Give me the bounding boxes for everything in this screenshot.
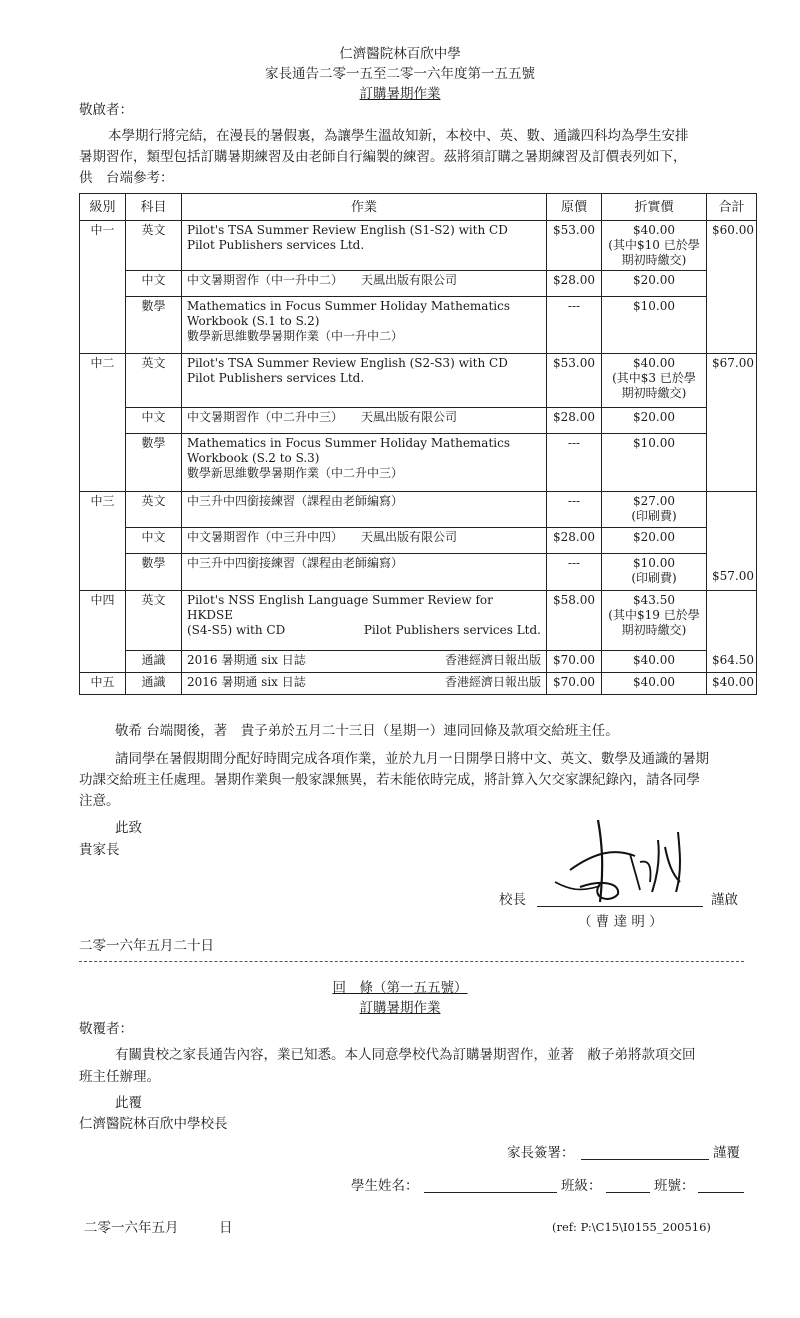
- book-cell: [182, 297, 547, 354]
- book-title: 中文暑期習作（中三升中四）: [187, 530, 338, 544]
- discount-price: $20.00: [602, 271, 707, 297]
- table-row: [80, 354, 757, 408]
- book-cell: 中三升中四銜接練習（課程由老師編寫）: [182, 492, 547, 528]
- discount-price: $40.00: [602, 673, 707, 695]
- price-note: (印刷費): [631, 571, 677, 585]
- table-row: [80, 528, 757, 554]
- student-name-field[interactable]: [424, 1192, 557, 1193]
- original-price: $70.00: [547, 673, 602, 695]
- header-cell: 作業: [182, 194, 547, 221]
- original-price: $53.00: [547, 221, 602, 271]
- total-cell: $57.00: [707, 492, 757, 591]
- class-number-field[interactable]: [698, 1192, 744, 1193]
- subject-cell: 中文: [126, 408, 182, 434]
- principal-label: 校長: [499, 892, 526, 908]
- discount-price: [602, 221, 707, 271]
- table-row: [80, 408, 757, 434]
- subject-cell: 中文: [126, 271, 182, 297]
- instruction-line-1: 請同學在暑假期間分配好時間完成各項作業，並於九月一日開學日將中文、英文、數學及通識的暑期: [115, 751, 709, 767]
- book-title: Mathematics in Focus Summer Holiday Mathematics: [187, 299, 510, 313]
- subject-cell: 數學: [126, 297, 182, 354]
- level-cell: 中一: [80, 221, 126, 354]
- table-row: [80, 673, 757, 695]
- cut-line: [79, 961, 744, 962]
- reply-line-2: 班主任辦理。: [79, 1069, 160, 1085]
- student-name-label: 學生姓名：: [351, 1178, 419, 1194]
- book-cell: [182, 271, 547, 297]
- table-row: [80, 271, 757, 297]
- book-title: 2016 暑期通 six 日誌: [187, 675, 306, 689]
- subject-cell: 通識: [126, 651, 182, 673]
- header-cell: 級別: [80, 194, 126, 221]
- original-price: ---: [547, 297, 602, 354]
- book-title: 中文暑期習作（中二升中三）: [187, 410, 338, 424]
- salutation: 敬啟者：: [79, 102, 133, 118]
- subject-cell: 數學: [126, 554, 182, 591]
- publisher: Pilot Publishers services Ltd.: [187, 238, 365, 252]
- original-price: ---: [547, 554, 602, 591]
- order-table: [79, 193, 757, 695]
- reply-line-1: 有關貴校之家長通告內容，業已知悉。本人同意學校代為訂購暑期習作，並著 敝子弟將款項交回: [115, 1047, 696, 1063]
- original-price: $28.00: [547, 528, 602, 554]
- original-price: $28.00: [547, 271, 602, 297]
- discount-price: $40.00: [602, 651, 707, 673]
- original-price: $53.00: [547, 354, 602, 408]
- class-number-label: 班號：: [654, 1178, 695, 1194]
- price: $10.00: [633, 556, 675, 570]
- price-note: 期初時繳交): [621, 386, 687, 400]
- table-row: [80, 651, 757, 673]
- table-row: [80, 591, 757, 651]
- parent-signature-label: 家長簽署：: [507, 1145, 575, 1161]
- price: $40.00: [633, 223, 675, 237]
- school-name: 仁濟醫院林百欣中學: [339, 46, 461, 62]
- subject-cell: 數學: [126, 434, 182, 492]
- header-cell: 原價: [547, 194, 602, 221]
- instruction-line-3: 注意。: [79, 793, 120, 809]
- price: $27.00: [633, 494, 675, 508]
- original-price: ---: [547, 492, 602, 528]
- book-title: Pilot's TSA Summer Review English (S1-S2) with CD: [187, 223, 508, 237]
- book-cell: [182, 434, 547, 492]
- notice-number: 家長通告二零一五至二零一六年度第一五五號: [265, 66, 535, 82]
- original-price: ---: [547, 434, 602, 492]
- book-title: 2016 暑期通 six 日誌: [187, 653, 306, 667]
- subject-cell: 英文: [126, 221, 182, 271]
- price-note: (其中$10 已於學: [608, 238, 700, 252]
- subject-cell: 中文: [126, 528, 182, 554]
- header-cell: 科目: [126, 194, 182, 221]
- book-cell: [182, 591, 547, 651]
- book-title: (S4-S5) with CD: [187, 623, 286, 637]
- subject-cell: 通識: [126, 673, 182, 695]
- table-row: [80, 221, 757, 271]
- publisher: 天風出版有限公司: [361, 530, 458, 544]
- total-cell: $40.00: [707, 673, 757, 695]
- level-cell: 中四: [80, 591, 126, 673]
- reply-salutation: 敬覆者：: [79, 1021, 133, 1037]
- intro-line-2: 暑期習作，類型包括訂購暑期練習及由老師自行編製的練習。茲將須訂購之暑期練習及訂價表列如下，: [79, 149, 687, 165]
- total-cell: $60.00: [707, 221, 757, 354]
- principal-signature: [540, 812, 710, 912]
- price: $43.50: [633, 593, 675, 607]
- class-field[interactable]: [606, 1192, 650, 1193]
- discount-price: [602, 554, 707, 591]
- instruction-line-2: 功課交給班主任處理。暑期作業與一般家課無異，若未能依時完成，將計算入欠交家課紀錄內，請各同學: [79, 772, 700, 788]
- book-title: 數學新思維數學暑期作業（中二升中三）: [187, 466, 404, 480]
- book-title: Mathematics in Focus Summer Holiday Mathematics: [187, 436, 510, 450]
- price-note: (其中$19 已於學: [608, 608, 700, 622]
- reply-respect: 謹覆: [713, 1145, 740, 1161]
- subject-cell: 英文: [126, 492, 182, 528]
- discount-price: $10.00: [602, 434, 707, 492]
- subject-cell: 英文: [126, 591, 182, 651]
- book-cell: [182, 528, 547, 554]
- publisher: 天風出版有限公司: [361, 410, 458, 424]
- price-note: 期初時繳交): [621, 253, 687, 267]
- discount-price: $10.00: [602, 297, 707, 354]
- principal-name: （ 曹 達 明 ）: [578, 914, 663, 930]
- book-title: Workbook (S.1 to S.2): [187, 314, 320, 328]
- notice-subject: 訂購暑期作業: [359, 86, 441, 102]
- header-cell: 折實價: [602, 194, 707, 221]
- intro-line-3: 供 台端參考：: [79, 170, 174, 186]
- publisher: 香港經濟日報出版: [444, 675, 541, 689]
- original-price: $70.00: [547, 651, 602, 673]
- book-title: Pilot's NSS English Language Summer Review for HKDSE: [187, 593, 493, 622]
- original-price: $58.00: [547, 591, 602, 651]
- table-row: [80, 434, 757, 492]
- deadline-line: 敬希 台端閱後，著 貴子弟於五月二十三日（星期一）連同回條及款項交給班主任。: [115, 723, 619, 739]
- book-title: 數學新思維數學暑期作業（中一升中二）: [187, 329, 404, 343]
- book-cell: [182, 408, 547, 434]
- intro-line-1: 本學期行將完結，在漫長的暑假裏，為讓學生溫故知新，本校中、英、數、通識四科均為學生安排: [108, 128, 689, 144]
- level-cell: 中二: [80, 354, 126, 492]
- reply-title: 回 條（第一五五號）: [332, 980, 468, 996]
- publisher: Pilot Publishers services Ltd.: [363, 623, 541, 637]
- table-row: [80, 297, 757, 354]
- price: $40.00: [633, 356, 675, 370]
- signature-line: [537, 906, 703, 907]
- price-note: (其中$3 已於學: [612, 371, 696, 385]
- publisher: Pilot Publishers services Ltd.: [187, 371, 365, 385]
- reply-subtitle: 訂購暑期作業: [359, 1000, 441, 1016]
- table-row: [80, 554, 757, 591]
- book-cell: [182, 673, 547, 695]
- closing-ci-zhi: 此致: [115, 820, 142, 836]
- total-cell: $67.00: [707, 354, 757, 492]
- reply-ci-fu: 此覆: [115, 1095, 142, 1111]
- book-cell: [182, 354, 547, 408]
- class-label: 班級：: [561, 1178, 602, 1194]
- original-price: $28.00: [547, 408, 602, 434]
- book-cell: [182, 221, 547, 271]
- price-note: (印刷費): [631, 509, 677, 523]
- level-cell: 中三: [80, 492, 126, 591]
- subject-cell: 英文: [126, 354, 182, 408]
- reply-date: 二零一六年五月 日: [84, 1220, 233, 1236]
- publisher: 香港經濟日報出版: [444, 653, 541, 667]
- respect-label: 謹啟: [711, 892, 738, 908]
- table-row: [80, 492, 757, 528]
- table-header-row: [80, 194, 757, 221]
- discount-price: $20.00: [602, 408, 707, 434]
- price-note: 期初時繳交): [621, 623, 687, 637]
- book-title: Pilot's TSA Summer Review English (S2-S3) with CD: [187, 356, 508, 370]
- discount-price: [602, 591, 707, 651]
- notice-date: 二零一六年五月二十日: [79, 938, 214, 954]
- reference-code: (ref: P:\C15\I0155_200516): [552, 1220, 711, 1234]
- discount-price: [602, 492, 707, 528]
- total-cell: $64.50: [707, 591, 757, 673]
- publisher: 天風出版有限公司: [361, 273, 458, 287]
- discount-price: $20.00: [602, 528, 707, 554]
- book-title: 中文暑期習作（中一升中二）: [187, 273, 338, 287]
- book-cell: 中三升中四銜接練習（課程由老師編寫）: [182, 554, 547, 591]
- parent-signature-field[interactable]: [581, 1159, 709, 1160]
- reply-addressee: 仁濟醫院林百欣中學校長: [79, 1116, 228, 1132]
- level-cell: 中五: [80, 673, 126, 695]
- book-title: Workbook (S.2 to S.3): [187, 451, 320, 465]
- header-cell: 合計: [707, 194, 757, 221]
- discount-price: [602, 354, 707, 408]
- closing-addressee: 貴家長: [79, 842, 120, 858]
- book-cell: [182, 651, 547, 673]
